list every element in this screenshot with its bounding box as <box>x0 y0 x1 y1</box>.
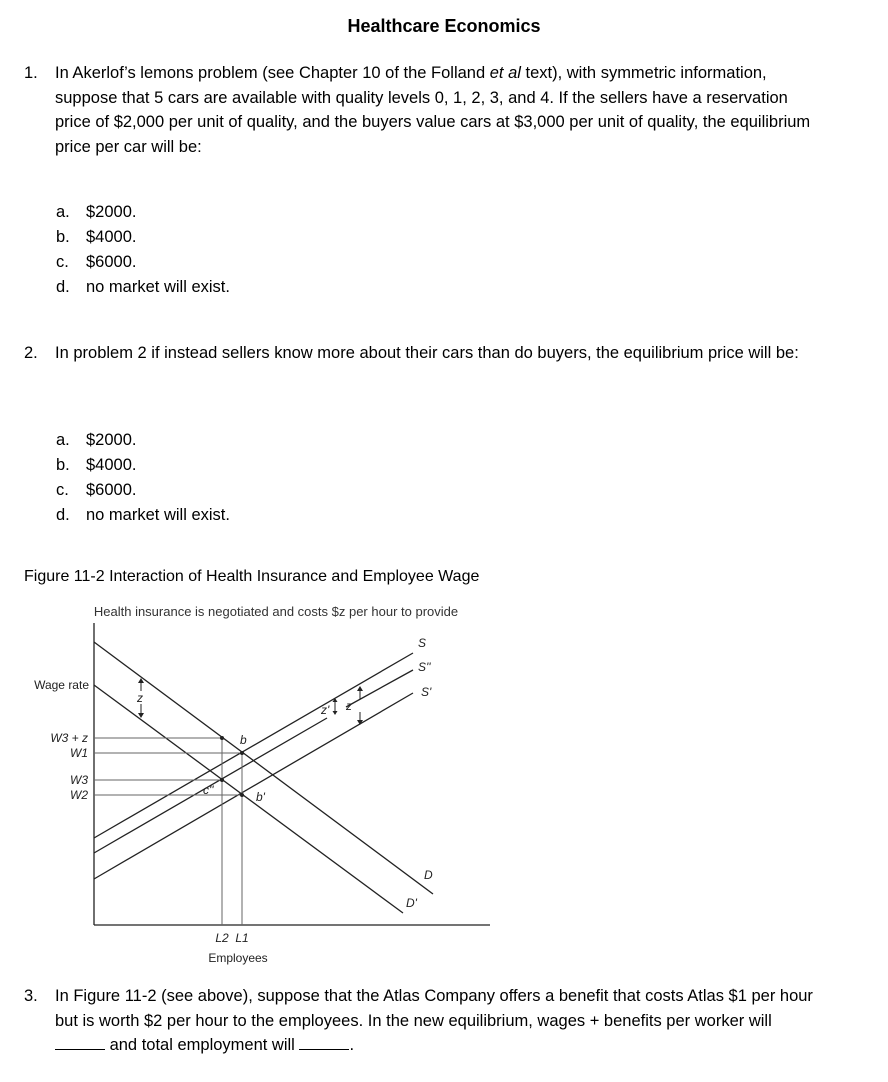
label-z-prime: z' <box>321 703 330 717</box>
label-S-prime: S' <box>421 685 432 699</box>
page-title: Healthcare Economics <box>347 16 541 36</box>
answer-blank-wages[interactable] <box>55 1035 105 1050</box>
label-D: D <box>424 868 433 882</box>
curve-S-double-prime-upper <box>346 670 413 707</box>
figure-caption: Figure 11-2 Interaction of Health Insurance and Employee Wage <box>24 568 480 585</box>
option-d[interactable]: d. no market will exist. <box>56 278 230 296</box>
label-z-left: z <box>137 691 143 705</box>
x-axis-label: Employees <box>208 951 268 965</box>
label-b: b <box>240 733 247 747</box>
option-a[interactable]: a. $2000. <box>56 203 137 221</box>
option-d[interactable]: d. no market will exist. <box>56 506 230 524</box>
option-b[interactable]: b. $4000. <box>56 228 137 246</box>
label-c-double-prime: c'' <box>203 783 214 797</box>
label-S: S <box>418 636 427 650</box>
question-2: 2. In problem 2 if instead sellers know more about their cars than do buyers, the equilibrium price will be: <box>24 344 799 362</box>
tick-W3z: W3 + z <box>50 731 88 745</box>
option-c[interactable]: c. $6000. <box>56 481 137 499</box>
figure-subtitle: Health insurance is negotiated and costs $z per hour to provide <box>93 604 459 619</box>
curve-D-prime <box>94 685 403 913</box>
tick-W3: W3 <box>70 773 88 787</box>
option-a[interactable]: a. $2000. <box>56 431 137 449</box>
question-3: 3. In Figure 11-2 (see above), suppose that the Atlas Company offers a benefit that costs Atlas $1 per hour but is worth $2 per hour to the employees. In the new equilibrium, wages + benefits per worker will and total employment will . <box>24 987 813 1054</box>
option-b[interactable]: b. $4000. <box>56 456 137 474</box>
tick-W1: W1 <box>70 746 88 760</box>
question-1: 1. In Akerlof’s lemons problem (see Chapter 10 of the Folland et al text), with symmetric information, suppose that 5 cars are available with quality levels 0, 1, 2, 3, and 4. If the sellers have a reservation price of $2,000 per unit of quality, and the buyers value cars at $3,000 per unit of quality, the equilibrium price per car will be: <box>24 64 811 156</box>
answer-blank-employment[interactable] <box>299 1035 349 1050</box>
label-z-right: z <box>346 699 352 713</box>
tick-W2: W2 <box>70 788 88 802</box>
tick-L2: L2 <box>215 931 229 945</box>
label-D-prime: D' <box>406 896 417 910</box>
label-S-double-prime: S'' <box>418 660 431 674</box>
tick-L1: L1 <box>235 931 249 945</box>
label-b-prime: b' <box>256 790 265 804</box>
y-axis-label: Wage rate <box>34 678 89 692</box>
curve-D <box>94 642 433 894</box>
option-c[interactable]: c. $6000. <box>56 253 137 271</box>
